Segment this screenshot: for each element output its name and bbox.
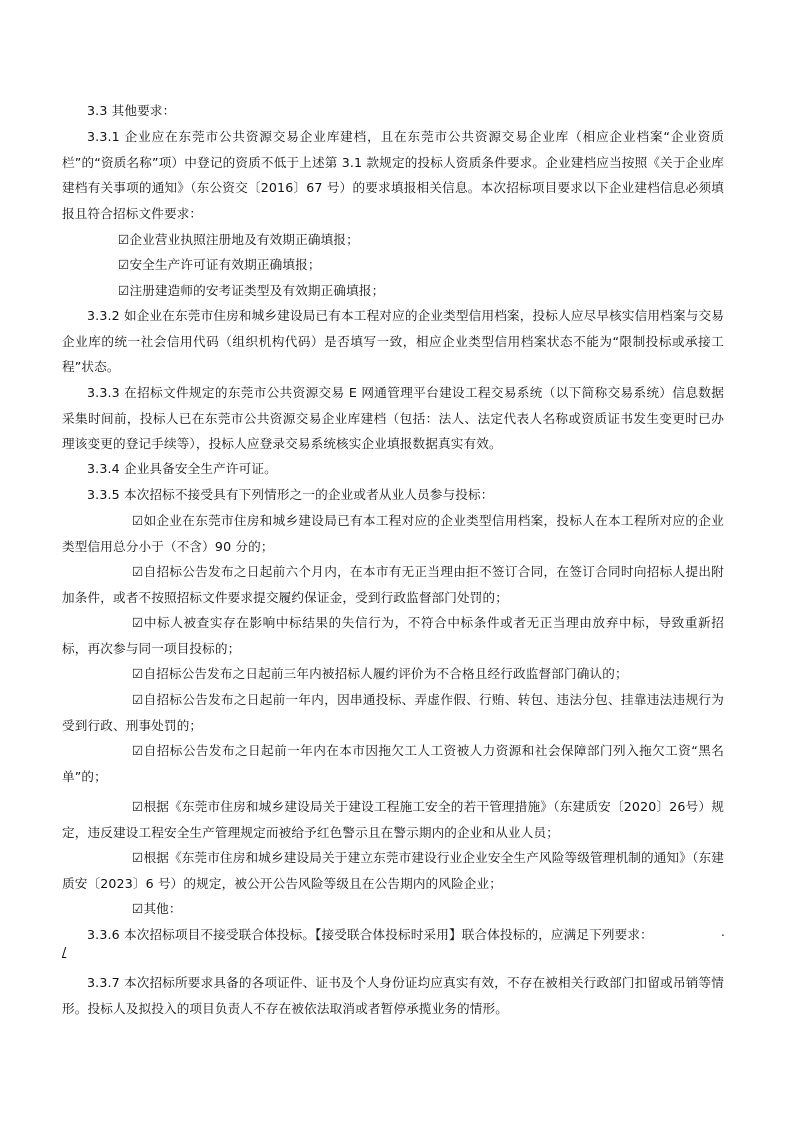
clause-3-3-5: 3.3.5 本次招标不接受具有下列情形之一的企业或者从业人员参与投标：: [87, 487, 494, 502]
margin-mark: .: [721, 925, 725, 939]
exclusion-item-red-warning: ☑根据《东莞市住房和城乡建设局关于建设工程施工安全的若干管理措施》（东建质安〔2020〕26号）规定，违反建设工程安全生产管理规定而被给予红色警示且在警示期内的企业和从业人员；: [62, 799, 724, 840]
checkbox-item-safety-permit: ☑安全生产许可证有效期正确填报；: [118, 257, 321, 272]
clause-3-3-2: 3.3.2 如企业在东莞市住房和城乡建设局已有本工程对应的企业类型信用档案，投标人应尽早核实信用档案与交易企业库的统一社会信用代码（组织机构代码）是否填写一致，相应企业类型信用档案状态不能为“限制投标或承接工程”状态。: [62, 308, 724, 375]
exclusion-item-contract-refusal: ☑自招标公告发布之日起前六个月内，在本市有无正当理由拒不签订合同，在签订合同时向招标人提出附加条件，或者不按照招标文件要求提交履约保证金，受到行政监督部门处罚的；: [62, 564, 724, 605]
clause-3-3-6: 3.3.6 本次招标项目不接受联合体投标。【接受联合体投标时采用】联合体投标的，应满足下列要求：: [87, 927, 653, 942]
clause-3-3-3: 3.3.3 在招标文件规定的东莞市公共资源交易 E 网通管理平台建设工程交易系统（以下简称交易系统）信息数据采集时间前，投标人已在东莞市公共资源交易企业库建档（包括：法人、法定代表人名称或资质证书发生变更时已办理该变更的登记手续等），投标人应登录交易系统核实企业填报数据真实有效。: [62, 385, 724, 452]
checkbox-item-constructor-certificate: ☑注册建造师的安考证类型及有效期正确填报；: [118, 283, 385, 298]
exclusion-item-risk-level: ☑根据《东莞市住房和城乡建设局关于建立东莞市建设行业企业安全生产风险等级管理机制的通知》（东建质安〔2023〕6 号）的规定，被公开公告风险等级且在公告期内的风险企业；: [62, 850, 724, 891]
clause-3-3-7: 3.3.7 本次招标所要求具备的各项证件、证书及个人身份证均应真实有效，不存在被相关行政部门扣留或吊销等情形。投标人及拟投入的项目负责人不存在被依法取消或者暂停承揽业务的情形。: [62, 975, 724, 1016]
clause-3-3-4: 3.3.4 企业具备安全生产许可证。: [87, 461, 277, 476]
checkbox-item-business-license: ☑企业营业执照注册地及有效期正确填报；: [118, 232, 359, 247]
exclusion-item-credit-score: ☑如企业在东莞市住房和城乡建设局已有本工程对应的企业类型信用档案，投标人在本工程所对应的企业类型信用总分小于（不含）90 分的；: [62, 513, 724, 554]
exclusion-item-performance-rating: ☑自招标公告发布之日起前三年内被招标人履约评价为不合格且经行政监督部门确认的；: [132, 666, 628, 681]
section-3-3-heading: 3.3 其他要求：: [87, 103, 176, 118]
exclusion-item-dishonest-bidder: ☑中标人被查实存在影响中标结果的失信行为，不符合中标条件或者无正当理由放弃中标，导致重新招标，再次参与同一项目投标的；: [62, 615, 724, 656]
exclusion-item-collusion: ☑自招标公告发布之日起前一年内，因串通投标、弄虚作假、行贿、转包、违法分包、挂靠违法违规行为受到行政、刑事处罚的；: [62, 692, 724, 733]
exclusion-item-wage-arrears: ☑自招标公告发布之日起前一年内在本市因拖欠工人工资被人力资源和社会保障部门列入拖欠工资“黑名单”的；: [62, 743, 724, 784]
exclusion-item-other: ☑其他：: [132, 901, 182, 916]
clause-3-3-6-blank: /: [62, 944, 67, 959]
clause-3-3-1: 3.3.1 企业应在东莞市公共资源交易企业库建档，且在东莞市公共资源交易企业库（相应企业档案“企业资质栏”的“资质名称”项）中登记的资质不低于上述第 3.1 款规定的投标人资质条件要求。企业建档应当按照《关于企业库建档有关事项的通知》（东公资交〔2016〕67 号）的要求填报相关信息。本次招标项目要求以下企业建档信息必须填报且符合招标文件要求：: [62, 129, 724, 221]
